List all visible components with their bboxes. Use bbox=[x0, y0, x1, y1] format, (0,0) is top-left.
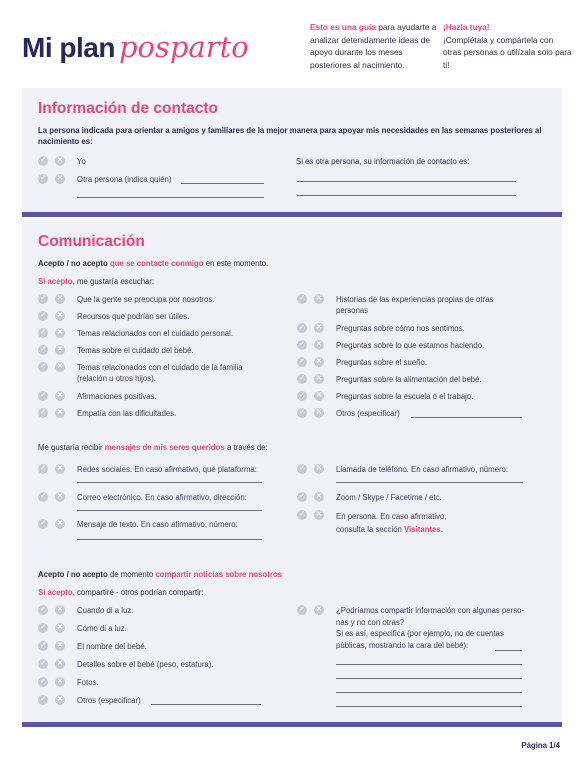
check-icon[interactable]: ✓ bbox=[38, 464, 48, 474]
list-item[interactable]: ✓ ✕ Fotos. bbox=[38, 677, 278, 688]
option-otra-persona[interactable]: ✓ ✕ Otra persona (indica quién) bbox=[38, 174, 278, 185]
list-item[interactable]: ✓ ✕ El nombre del bebé. bbox=[38, 641, 278, 652]
check-icon[interactable]: ✓ bbox=[38, 391, 48, 401]
answer-line[interactable] bbox=[495, 650, 522, 651]
answer-line[interactable] bbox=[336, 678, 522, 679]
list-item[interactable]: ✓ ✕ Afirmaciones positivas. bbox=[38, 391, 268, 402]
check-icon[interactable]: ✓ bbox=[297, 340, 307, 350]
check-icon[interactable]: ✓ bbox=[297, 510, 307, 520]
cross-icon[interactable]: ✕ bbox=[55, 641, 65, 651]
check-icon[interactable]: ✓ bbox=[297, 408, 307, 418]
check-icon[interactable]: ✓ bbox=[38, 362, 48, 372]
cross-icon[interactable]: ✕ bbox=[314, 391, 324, 401]
check-icon[interactable]: ✓ bbox=[38, 492, 48, 502]
answer-line[interactable] bbox=[297, 181, 516, 182]
communication-section bbox=[22, 219, 562, 723]
answer-line[interactable] bbox=[336, 692, 522, 693]
intro-text-1: Esto es una guía para ayudarte a analizar detenidamente ideas de apoyo durante los meses posteriores al nacimiento. bbox=[310, 22, 437, 70]
check-icon[interactable]: ✓ bbox=[38, 519, 48, 529]
list-item[interactable]: ✓ ✕ Temas relacionados con el cuidado de la familia (relación u otros hijos). bbox=[38, 362, 268, 384]
list-item[interactable]: ✓ ✕ Preguntas sobre la alimentación del bebé. bbox=[297, 374, 537, 385]
cross-icon[interactable]: ✕ bbox=[314, 340, 324, 350]
cross-icon[interactable]: ✕ bbox=[314, 464, 324, 474]
check-icon[interactable]: ✓ bbox=[38, 695, 48, 705]
check-icon[interactable]: ✓ bbox=[297, 464, 307, 474]
answer-line[interactable] bbox=[151, 704, 261, 705]
cross-icon[interactable]: ✕ bbox=[314, 408, 324, 418]
answer-line[interactable] bbox=[77, 197, 264, 198]
answer-line[interactable] bbox=[77, 482, 262, 483]
cross-icon[interactable]: ✕ bbox=[55, 695, 65, 705]
list-item[interactable]: ✓ ✕ Correo electrónico. En caso afirmativo, dirección: bbox=[38, 492, 278, 503]
check-icon[interactable]: ✓ bbox=[297, 294, 307, 304]
answer-line[interactable] bbox=[181, 183, 264, 184]
section-divider bbox=[22, 722, 562, 727]
cross-icon[interactable]: ✕ bbox=[55, 174, 65, 184]
check-icon[interactable]: ✓ bbox=[297, 357, 307, 367]
cross-icon[interactable]: ✕ bbox=[55, 492, 65, 502]
answer-line[interactable] bbox=[77, 539, 262, 540]
cross-icon[interactable]: ✕ bbox=[55, 328, 65, 338]
cross-icon[interactable]: ✕ bbox=[55, 311, 65, 321]
list-item[interactable]: ✓ ✕ Mensaje de texto. En caso afirmativo, número: bbox=[38, 519, 278, 530]
share-consent: Acepto / no acepto de momento compartir noticias sobre nosotros bbox=[38, 570, 282, 579]
check-icon[interactable]: ✓ bbox=[38, 605, 48, 615]
answer-line[interactable] bbox=[411, 417, 522, 418]
check-icon[interactable]: ✓ bbox=[38, 345, 48, 355]
option-yo[interactable]: ✓ ✕ Yo bbox=[38, 156, 278, 167]
list-item[interactable]: ✓ ✕ Recursos que podrían ser útiles. bbox=[38, 311, 268, 322]
list-item[interactable]: ✓ ✕ Otros (especificar) bbox=[297, 408, 537, 419]
cross-icon[interactable]: ✕ bbox=[314, 605, 324, 615]
list-item[interactable]: ✓ ✕ Historias de las experiencias propias de otras personas bbox=[297, 294, 537, 316]
answer-line[interactable] bbox=[336, 664, 522, 665]
cross-icon[interactable]: ✕ bbox=[55, 623, 65, 633]
cross-icon[interactable]: ✕ bbox=[55, 519, 65, 529]
cross-icon[interactable]: ✕ bbox=[55, 659, 65, 669]
list-item[interactable]: ✓ ✕ Temas relacionados con el cuidado personal. bbox=[38, 328, 268, 339]
check-icon[interactable]: ✓ bbox=[38, 659, 48, 669]
cross-icon[interactable]: ✕ bbox=[55, 408, 65, 418]
cross-icon[interactable]: ✕ bbox=[55, 294, 65, 304]
contact-question: La persona indicada para orientar a amigos y familiares de la mejor manera para apoyar mis necesidades en las semanas posteriores al nacimiento es: bbox=[38, 126, 542, 146]
list-item[interactable]: ✓ ✕ Redes sociales. En caso afirmativo, qué plataforma: bbox=[38, 464, 278, 475]
list-item[interactable]: ✓ ✕ En persona. En caso afirmativo, consulta la sección Visitantes. bbox=[297, 510, 547, 534]
check-icon[interactable]: ✓ bbox=[38, 311, 48, 321]
list-item[interactable]: ✓ ✕ Llamada de teléfono. En caso afirmativo, número: bbox=[297, 464, 547, 475]
cross-icon[interactable]: ✕ bbox=[55, 345, 65, 355]
check-icon[interactable]: ✓ bbox=[38, 328, 48, 338]
intro-text-2: ¡Hazla tuya! ¡Complétala y compártela con otras personas o utilízala solo para ti! bbox=[443, 22, 572, 70]
check-icon[interactable]: ✓ bbox=[297, 391, 307, 401]
check-icon[interactable]: ✓ bbox=[38, 408, 48, 418]
answer-line[interactable] bbox=[77, 510, 262, 511]
answer-line[interactable] bbox=[297, 195, 516, 196]
messages-intro: Me gustaría recibir mensajes de mis seres queridos a través de: bbox=[38, 443, 268, 452]
check-icon[interactable]: ✓ bbox=[297, 374, 307, 384]
cross-icon[interactable]: ✕ bbox=[55, 464, 65, 474]
cross-icon[interactable]: ✕ bbox=[55, 362, 65, 372]
list-item[interactable]: ✓ ✕ Cuando di a luz. bbox=[38, 605, 278, 616]
list-item[interactable]: ✓ ✕ Preguntas sobre la escuela o el trabajo. bbox=[297, 391, 537, 402]
check-icon[interactable]: ✓ bbox=[297, 323, 307, 333]
check-icon[interactable]: ✓ bbox=[38, 677, 48, 687]
contact-consent: Acepto / no acepto que se contacte conmigo en este momento. bbox=[38, 259, 269, 268]
list-item[interactable]: ✓ ✕ Preguntas sobre lo que estamos haciendo. bbox=[297, 340, 537, 351]
list-item[interactable]: ✓ ✕ Otros (especificar) bbox=[38, 695, 278, 706]
cross-icon[interactable]: ✕ bbox=[55, 605, 65, 615]
check-icon[interactable]: ✓ bbox=[38, 174, 48, 184]
check-icon[interactable]: ✓ bbox=[38, 641, 48, 651]
cross-icon[interactable]: ✕ bbox=[314, 510, 324, 520]
list-item[interactable]: ✓ ✕ Zoom / Skype / Facetime / etc. bbox=[297, 492, 547, 503]
check-icon[interactable]: ✓ bbox=[38, 294, 48, 304]
cross-icon[interactable]: ✕ bbox=[314, 323, 324, 333]
cross-icon[interactable]: ✕ bbox=[314, 492, 324, 502]
page-title bbox=[22, 30, 249, 64]
list-item[interactable]: ✓ ✕ Detalles sobre el bebé (peso, estatura). bbox=[38, 659, 278, 670]
cross-icon[interactable]: ✕ bbox=[314, 294, 324, 304]
page-header bbox=[0, 0, 584, 92]
communication-heading: Comunicación bbox=[38, 233, 145, 250]
cross-icon[interactable]: ✕ bbox=[55, 391, 65, 401]
listen-intro: Si acepto, me gustaría escuchar: bbox=[38, 277, 155, 286]
answer-line[interactable] bbox=[336, 482, 523, 483]
list-item[interactable]: ✓ ✕ Cómo di a luz. bbox=[38, 623, 278, 634]
other-contact-label: Si es otra persona, su información de contacto es: bbox=[296, 157, 470, 166]
list-item[interactable]: ✓ ✕ Empatía con las dificultades. bbox=[38, 408, 268, 419]
answer-line[interactable] bbox=[336, 706, 522, 707]
check-icon[interactable]: ✓ bbox=[38, 156, 48, 166]
contact-section bbox=[22, 88, 562, 212]
list-item[interactable]: ✓ ✕ Preguntas sobre cómo nos sentimos. bbox=[297, 323, 537, 334]
check-icon[interactable]: ✓ bbox=[297, 605, 307, 615]
contact-heading: Información de contacto bbox=[38, 100, 218, 117]
check-icon[interactable]: ✓ bbox=[38, 623, 48, 633]
list-item[interactable]: ✓ ✕ Que la gente se preocupa por nosotros. bbox=[38, 294, 268, 305]
list-item[interactable]: ✓ ✕ Preguntas sobre el sueño. bbox=[297, 357, 537, 368]
cross-icon[interactable]: ✕ bbox=[55, 677, 65, 687]
list-item[interactable]: ✓ ✕ ¿Podríamos compartir información con algunas perso- nas y no con otras? Si es así, especifica (por ejemplo, no de cuentas públicas, mostrando la cara del bebé): bbox=[297, 605, 552, 653]
list-item[interactable]: ✓ ✕ Temas sobre el cuidado del bebé. bbox=[38, 345, 268, 356]
share-intro: Si acepto, compartiré - otros podrían compartir: bbox=[38, 588, 204, 597]
page-number: Página 1/4 bbox=[521, 741, 560, 750]
cross-icon[interactable]: ✕ bbox=[314, 374, 324, 384]
section-divider bbox=[22, 212, 562, 217]
cross-icon[interactable]: ✕ bbox=[55, 156, 65, 166]
title-main: Mi plan bbox=[22, 32, 115, 63]
check-icon[interactable]: ✓ bbox=[297, 492, 307, 502]
title-script: posparto bbox=[118, 30, 249, 64]
cross-icon[interactable]: ✕ bbox=[314, 357, 324, 367]
